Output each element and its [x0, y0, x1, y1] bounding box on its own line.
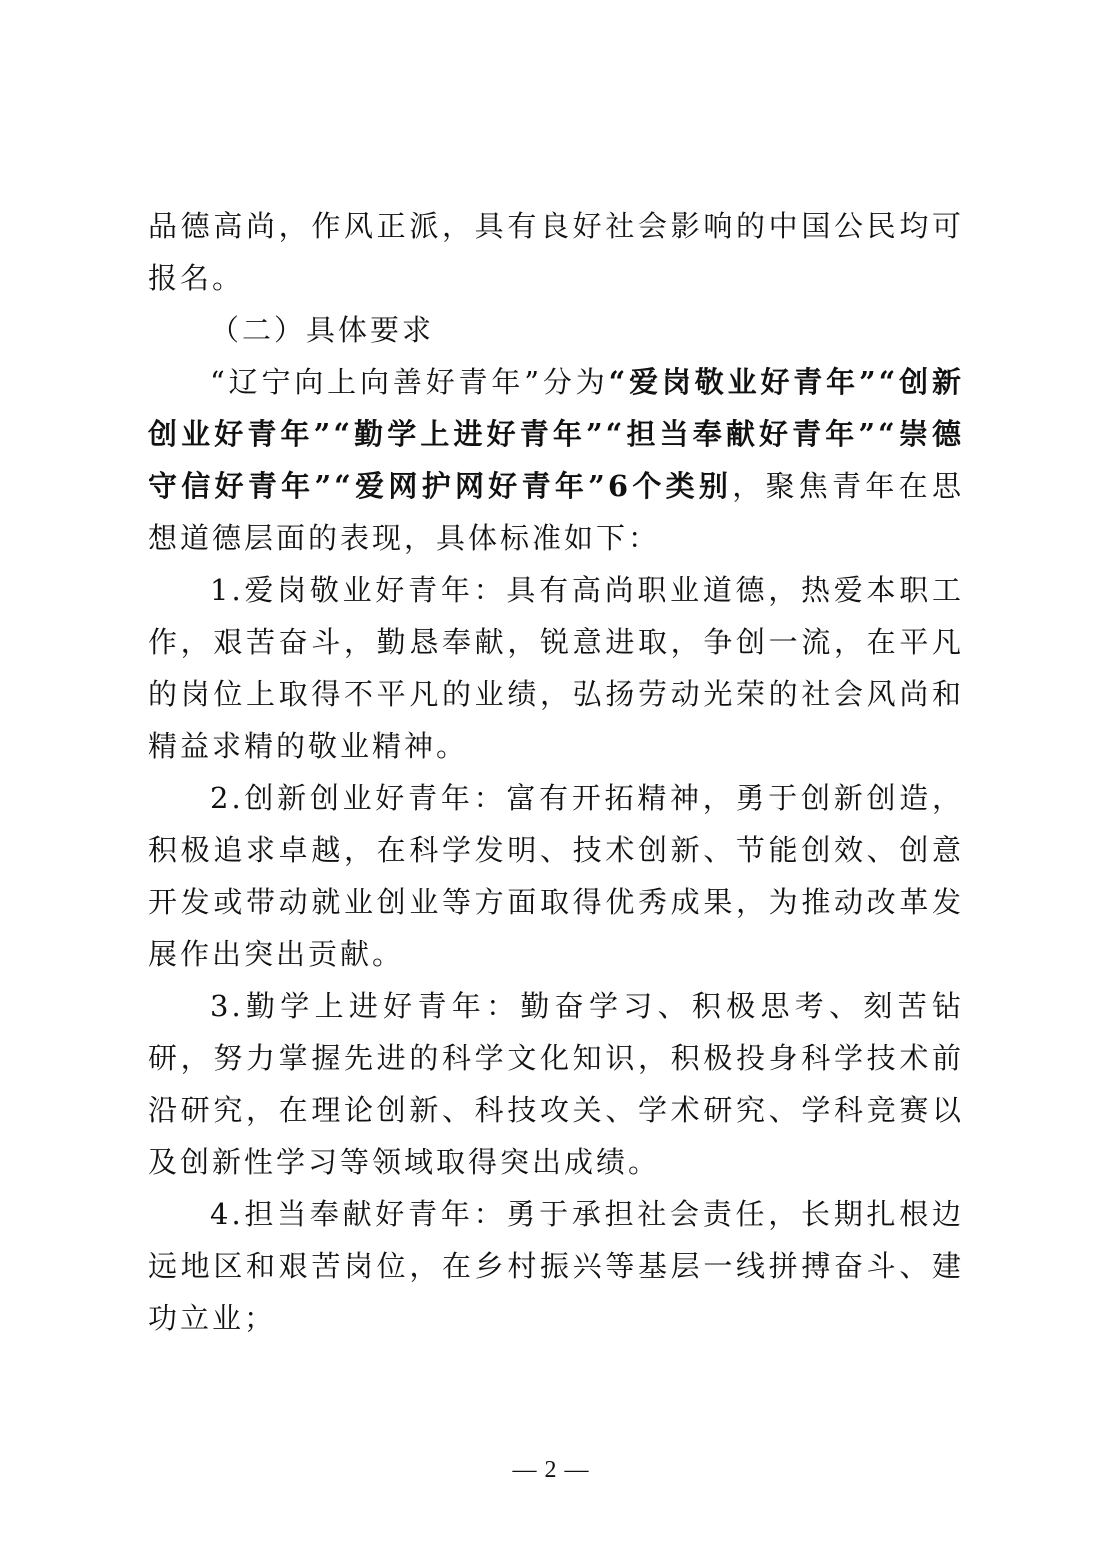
categories-lead-text: “辽宁向上向善好青年”分为 — [210, 365, 609, 399]
categories-list-bold: “爱岗敬业好青年”“创新创业好青年”“勤学上进好青年”“担当奉献好青年”“崇德守信好青年”“爱网护网好青年”6个类别 — [148, 365, 964, 503]
paragraph-categories — [148, 356, 964, 564]
categories-tail-text: ，聚焦青年在思想道德层面的表现，具体标准如下： — [148, 469, 964, 555]
criteria-item-1: 1.爱岗敬业好青年：具有高尚职业道德，热爱本职工作，艰苦奋斗，勤恳奉献，锐意进取，争创一流，在平凡的岗位上取得不平凡的业绩，弘扬劳动光荣的社会风尚和精益求精的敬业精神。 — [148, 573, 964, 763]
section-heading-specific-requirements: （二）具体要求 — [210, 313, 435, 347]
criteria-item-2: 2.创新创业好青年：富有开拓精神，勇于创新创造，积极追求卓越，在科学发明、技术创新、节能创效、创意开发或带动就业创业等方面取得优秀成果，为推动改革发展作出突出贡献。 — [148, 781, 964, 971]
criteria-item-3: 3.勤学上进好青年：勤奋学习、积极思考、刻苦钻研，努力掌握先进的科学文化知识，积极投身科学技术前沿研究，在理论创新、科技攻关、学术研究、学科竞赛以及创新性学习等领域取得突出成绩。 — [148, 989, 964, 1179]
criteria-item-4: 4.担当奉献好青年：勇于承担社会责任，长期扎根边远地区和艰苦岗位，在乡村振兴等基层一线拼搏奋斗、建功立业； — [148, 1197, 964, 1335]
document-body — [148, 200, 964, 1344]
paragraph-eligibility: 品德高尚，作风正派，具有良好社会影响的中国公民均可报名。 — [148, 209, 964, 295]
page-number: — 2 — — [512, 1457, 590, 1483]
